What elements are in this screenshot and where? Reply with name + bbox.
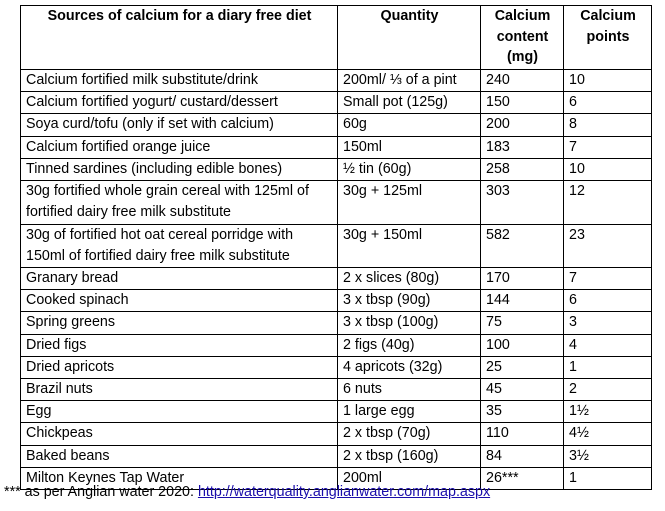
cell-points: 4: [564, 334, 652, 356]
cell-content: 240: [481, 70, 564, 92]
cell-source: Soya curd/tofu (only if set with calcium): [21, 114, 338, 136]
cell-quantity: 2 x tbsp (70g): [338, 423, 481, 445]
cell-points: 6: [564, 92, 652, 114]
cell-content: 258: [481, 158, 564, 180]
footnote: [4, 484, 490, 500]
cell-content: 100: [481, 334, 564, 356]
cell-content: 303: [481, 181, 564, 225]
cell-source: Granary bread: [21, 268, 338, 290]
header-quantity: Quantity: [338, 6, 481, 70]
cell-content: 110: [481, 423, 564, 445]
cell-content: 183: [481, 136, 564, 158]
cell-content: 150: [481, 92, 564, 114]
table-row: [21, 445, 652, 467]
table-row: [21, 423, 652, 445]
cell-quantity: 200ml/ ⅓ of a pint: [338, 70, 481, 92]
header-calcium-content: Calcium content (mg): [481, 6, 564, 70]
cell-quantity: 30g + 150ml: [338, 224, 481, 268]
cell-content: 35: [481, 401, 564, 423]
cell-points: 10: [564, 70, 652, 92]
cell-points: 8: [564, 114, 652, 136]
table-row: [21, 70, 652, 92]
cell-quantity: Small pot (125g): [338, 92, 481, 114]
cell-source: Spring greens: [21, 312, 338, 334]
cell-source: Dried apricots: [21, 356, 338, 378]
cell-quantity: 200ml: [338, 467, 481, 489]
cell-points: 1: [564, 356, 652, 378]
footnote-link[interactable]: http://waterquality.anglianwater.com/map.aspx: [197, 484, 491, 500]
cell-content: 25: [481, 356, 564, 378]
cell-quantity: 6 nuts: [338, 379, 481, 401]
cell-points: 2: [564, 379, 652, 401]
cell-content: 26***: [481, 467, 564, 489]
table-row: [21, 158, 652, 180]
cell-points: 3: [564, 312, 652, 334]
cell-quantity: 3 x tbsp (90g): [338, 290, 481, 312]
table-row: [21, 379, 652, 401]
cell-source: Egg: [21, 401, 338, 423]
cell-source: Tinned sardines (including edible bones): [21, 158, 338, 180]
cell-content: 45: [481, 379, 564, 401]
cell-points: 10: [564, 158, 652, 180]
cell-quantity: 60g: [338, 114, 481, 136]
cell-source: 30g of fortified hot oat cereal porridge with 150ml of fortified dairy free milk substitute: [21, 224, 338, 268]
cell-quantity: ½ tin (60g): [338, 158, 481, 180]
cell-points: 23: [564, 224, 652, 268]
cell-source: Milton Keynes Tap Water: [21, 467, 338, 489]
table-row: [21, 290, 652, 312]
cell-quantity: 2 figs (40g): [338, 334, 481, 356]
table-row: [21, 114, 652, 136]
cell-content: 144: [481, 290, 564, 312]
table-row: [21, 268, 652, 290]
cell-points: 6: [564, 290, 652, 312]
table-row: [21, 181, 652, 225]
header-source: Sources of calcium for a diary free diet: [21, 6, 338, 70]
table-row: [21, 92, 652, 114]
cell-source: 30g fortified whole grain cereal with 125ml of fortified dairy free milk substitute: [21, 181, 338, 225]
cell-content: 75: [481, 312, 564, 334]
header-row: [21, 6, 652, 70]
cell-source: Calcium fortified milk substitute/drink: [21, 70, 338, 92]
cell-points: 1½: [564, 401, 652, 423]
table-row: [21, 136, 652, 158]
header-calcium-points: Calcium points: [564, 6, 652, 70]
cell-quantity: 3 x tbsp (100g): [338, 312, 481, 334]
cell-quantity: 2 x tbsp (160g): [338, 445, 481, 467]
table-row: [21, 401, 652, 423]
cell-source: Calcium fortified yogurt/ custard/dessert: [21, 92, 338, 114]
footnote-text: *** as per Anglian water 2020:: [4, 484, 198, 500]
table-row: [21, 312, 652, 334]
cell-content: 84: [481, 445, 564, 467]
cell-quantity: 2 x slices (80g): [338, 268, 481, 290]
cell-source: Calcium fortified orange juice: [21, 136, 338, 158]
cell-points: 1: [564, 467, 652, 489]
cell-source: Dried figs: [21, 334, 338, 356]
cell-source: Chickpeas: [21, 423, 338, 445]
table-row: [21, 224, 652, 268]
cell-points: 12: [564, 181, 652, 225]
cell-source: Baked beans: [21, 445, 338, 467]
cell-quantity: 150ml: [338, 136, 481, 158]
cell-content: 582: [481, 224, 564, 268]
cell-points: 7: [564, 136, 652, 158]
cell-content: 200: [481, 114, 564, 136]
calcium-sources-table: [20, 5, 652, 490]
cell-quantity: 1 large egg: [338, 401, 481, 423]
cell-points: 4½: [564, 423, 652, 445]
cell-points: 3½: [564, 445, 652, 467]
cell-points: 7: [564, 268, 652, 290]
cell-source: Cooked spinach: [21, 290, 338, 312]
cell-quantity: 4 apricots (32g): [338, 356, 481, 378]
cell-quantity: 30g + 125ml: [338, 181, 481, 225]
table-row: [21, 334, 652, 356]
table-row: [21, 356, 652, 378]
cell-source: Brazil nuts: [21, 379, 338, 401]
cell-content: 170: [481, 268, 564, 290]
